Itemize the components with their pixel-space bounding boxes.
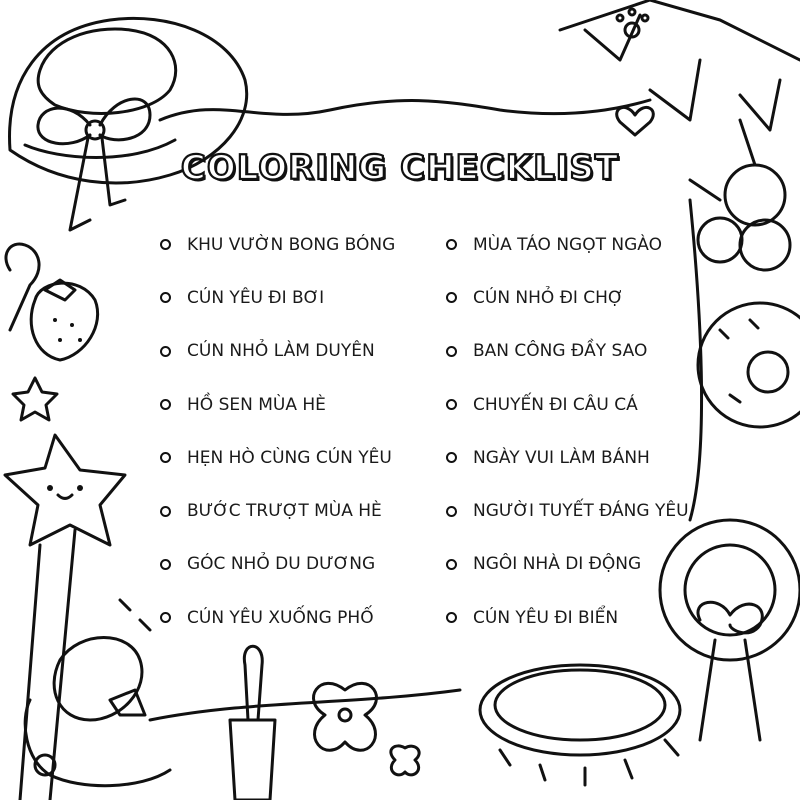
checklist-item-label: GÓC NHỎ DU DƯƠNG [187, 554, 376, 575]
bullet-icon [160, 292, 171, 303]
heart-icon [617, 107, 654, 135]
checklist-item[interactable] [160, 484, 395, 537]
brush-icon [230, 646, 275, 800]
checklist-item[interactable] [160, 431, 395, 484]
checklist-item-label: BAN CÔNG ĐẦY SAO [473, 341, 648, 362]
checklist-item-label: HỒ SEN MÙA HÈ [187, 394, 326, 415]
checklist-item[interactable] [446, 591, 689, 644]
checklist-item[interactable] [160, 218, 395, 271]
checklist-item-label: CÚN YÊU XUỐNG PHỐ [187, 607, 374, 628]
bullet-icon [160, 612, 171, 623]
tambourine-icon [480, 665, 680, 785]
checklist-item[interactable] [160, 325, 395, 378]
checklist-item-label: KHU VƯỜN BONG BÓNG [187, 234, 396, 255]
checklist-item[interactable] [446, 325, 689, 378]
bullet-icon [446, 612, 457, 623]
bow-character-icon [25, 600, 170, 786]
checklist-item[interactable] [160, 538, 395, 591]
checklist-right-column [446, 218, 689, 644]
bullet-icon [160, 239, 171, 250]
checklist-item-label: CHUYẾN ĐI CÂU CÁ [473, 394, 638, 415]
bullet-icon [446, 506, 457, 517]
bullet-icon [160, 559, 171, 570]
checklist-item[interactable] [446, 271, 689, 324]
star-character-icon [5, 435, 125, 800]
small-star-icon [13, 378, 57, 420]
bullet-icon [160, 506, 171, 517]
bullet-icon [160, 399, 171, 410]
cake-pops-icon [690, 120, 790, 270]
checklist-item-label: MÙA TÁO NGỌT NGÀO [473, 234, 662, 255]
donut-icon [698, 303, 800, 427]
checklist-item[interactable] [160, 378, 395, 431]
checklist-item-label: NGÀY VUI LÀM BÁNH [473, 447, 650, 468]
checklist-item-label: CÚN YÊU ĐI BIỂN [473, 607, 619, 628]
bullet-icon [446, 399, 457, 410]
checklist-item-label: NGÔI NHÀ DI ĐỘNG [473, 554, 642, 575]
frame-top-wave [160, 100, 650, 120]
bullet-icon [446, 559, 457, 570]
checklist-left-column [160, 218, 395, 644]
checklist-item-label: CÚN NHỎ ĐI CHỢ [473, 287, 624, 308]
bullet-icon [160, 346, 171, 357]
checklist-item[interactable] [446, 431, 689, 484]
checklist-item[interactable] [160, 591, 395, 644]
checklist-item[interactable] [446, 538, 689, 591]
bullet-icon [446, 239, 457, 250]
page-title: COLORING CHECKLIST [180, 148, 620, 188]
bullet-icon [446, 292, 457, 303]
checklist-item-label: CÚN YÊU ĐI BƠI [187, 287, 325, 308]
checklist-item-label: BƯỚC TRƯỢT MÙA HÈ [187, 501, 382, 522]
frame-bottom-edge [150, 690, 460, 720]
checklist-item-label: NGƯỜI TUYẾT ĐÁNG YÊU [473, 501, 689, 522]
checklist-item-label: CÚN NHỎ LÀM DUYÊN [187, 341, 375, 362]
checklist-item[interactable] [160, 271, 395, 324]
bullet-icon [446, 346, 457, 357]
checklist-item-label: HẸN HÒ CÙNG CÚN YÊU [187, 447, 392, 468]
checklist-item[interactable] [446, 378, 689, 431]
checklist-item[interactable] [446, 218, 689, 271]
bullet-icon [160, 452, 171, 463]
strawberry-icon [31, 280, 97, 360]
checklist-item[interactable] [446, 484, 689, 537]
hairclip-icon [6, 244, 39, 330]
bullet-icon [446, 452, 457, 463]
